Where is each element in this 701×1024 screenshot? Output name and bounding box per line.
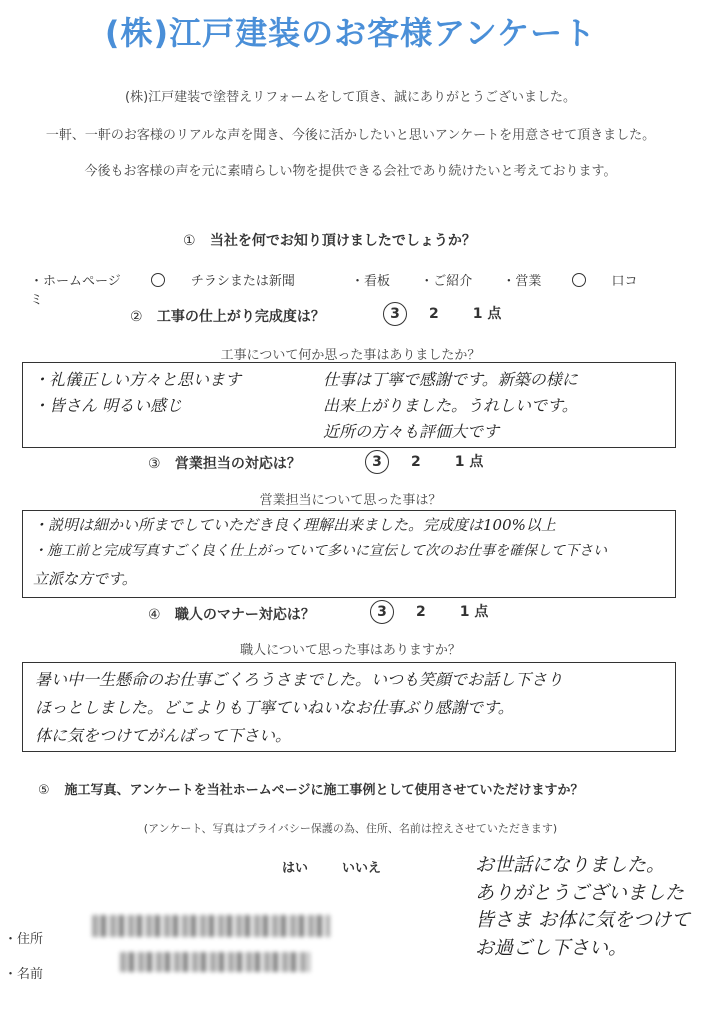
rating-3-selected[interactable]: 3 xyxy=(383,302,407,326)
question-4: ④ 職人のマナー対応は？ xyxy=(148,607,315,623)
name-label: ・名前 xyxy=(4,967,44,982)
question-3-subprompt: 営業担当について思った事は？ xyxy=(259,493,442,508)
rating-2[interactable]: 2 xyxy=(416,604,426,620)
intro-line-3: 今後もお客様の声を元に素晴らしい物を提供できる会社であり続けたいと考えております。 xyxy=(84,164,617,179)
option-signboard[interactable]: ・看板 xyxy=(351,274,391,289)
redacted-name xyxy=(120,952,310,972)
question-4-text: 職人のマナー対応は？ xyxy=(174,607,315,623)
rating-1[interactable]: 1 点 xyxy=(459,604,489,620)
rating-1[interactable]: 1 点 xyxy=(472,306,502,322)
option-sales[interactable]: ・営業 xyxy=(502,274,542,289)
answer-line: 暑い中一生懸命のお仕事ごくろうさまでした。いつも笑顔でお話し下さり xyxy=(35,670,564,689)
question-3: ③ 営業担当の対応は？ xyxy=(148,456,301,472)
rating-3-selected[interactable]: 3 xyxy=(365,450,389,474)
question-5: ⑤ 施工写真、アンケートを当社ホームページに施工事例として使用させていただけますか？ xyxy=(38,783,584,798)
option-homepage[interactable]: ・ホームページ xyxy=(30,274,121,289)
page-title: (株)江戸建装のお客様アンケート xyxy=(104,14,597,52)
rating-2[interactable]: 2 xyxy=(411,454,421,470)
answer-line: 体に気をつけてがんばって下さい。 xyxy=(35,726,292,745)
option-referral[interactable]: ・ご紹介 xyxy=(420,274,473,289)
selected-circle-icon xyxy=(572,273,586,287)
rating-2[interactable]: 2 xyxy=(429,306,439,322)
question-4-rating xyxy=(370,600,488,624)
question-2-subprompt: 工事について何か思った事はありましたか？ xyxy=(220,348,481,363)
answer-line: ・礼儀正しい方々と思います xyxy=(33,370,242,389)
intro-line-1: (株)江戸建装で塗替えリフォームをして頂き、誠にありがとうございました。 xyxy=(125,90,576,105)
question-4-subprompt: 職人について思った事はありますか？ xyxy=(240,643,461,658)
question-2-text: 工事の仕上がり完成度は？ xyxy=(156,309,325,325)
question-4-answer-box xyxy=(22,662,676,752)
rating-1[interactable]: 1 点 xyxy=(454,454,484,470)
question-2-answer-box xyxy=(22,362,676,448)
question-5-text: 施工写真、アンケートを当社ホームページに施工事例として使用させていただけますか？ xyxy=(64,783,584,798)
option-word-of-mouth[interactable]: 口コミ xyxy=(30,274,638,308)
rating-3-selected[interactable]: 3 xyxy=(370,600,394,624)
answer-line: ほっとしました。どこよりも丁寧ていねいなお仕事ぶり感謝です。 xyxy=(35,698,514,717)
option-yes[interactable]: はい xyxy=(282,861,309,876)
privacy-note: (アンケート、写真はプライバシー保護の為、住所、名前は控えさせていただきます) xyxy=(143,822,558,835)
question-1-text: 当社を何でお知り頂けましたでしょうか？ xyxy=(209,233,476,249)
redacted-address xyxy=(92,915,330,937)
question-3-rating xyxy=(365,450,483,474)
answer-line: 仕事は丁寧で感謝です。新築の様に xyxy=(323,370,578,389)
answer-line: 近所の方々も評価大です xyxy=(323,422,500,441)
selected-circle-icon xyxy=(151,273,165,287)
answer-line: 立派な方です。 xyxy=(33,570,137,588)
handwritten-message: お世話になりました。 ありがとうございました 皆さま お体に気をつけて お過ごし下さい。 xyxy=(475,854,691,959)
question-2: ② 工事の仕上がり完成度は？ xyxy=(130,309,325,325)
question-1-options xyxy=(30,270,701,308)
question-2-rating xyxy=(383,302,501,326)
question-1 xyxy=(183,230,476,250)
answer-line: 出来上がりました。うれしいです。 xyxy=(323,396,578,415)
option-no[interactable]: いいえ xyxy=(342,861,382,876)
question-1-number: ① xyxy=(183,233,196,249)
question-3-answer-box xyxy=(22,510,676,598)
answer-line: ・施工前と完成写真すごく良く仕上がっていて多いに宣伝して次のお仕事を確保して下さい xyxy=(33,543,607,559)
intro-line-2: 一軒、一軒のお客様のリアルな声を聞き、今後に活かしたいと思いアンケートを用意させて頂きました。 xyxy=(45,128,656,143)
option-flyer[interactable]: チラシまたは新聞 xyxy=(151,274,321,289)
answer-line: ・説明は細かい所までしていただき良く理解出来ました。完成度は100%以上 xyxy=(33,516,556,534)
question-3-text: 営業担当の対応は？ xyxy=(174,456,301,472)
address-label: ・住所 xyxy=(4,932,44,947)
answer-line: ・皆さん 明るい感じ xyxy=(33,396,183,415)
